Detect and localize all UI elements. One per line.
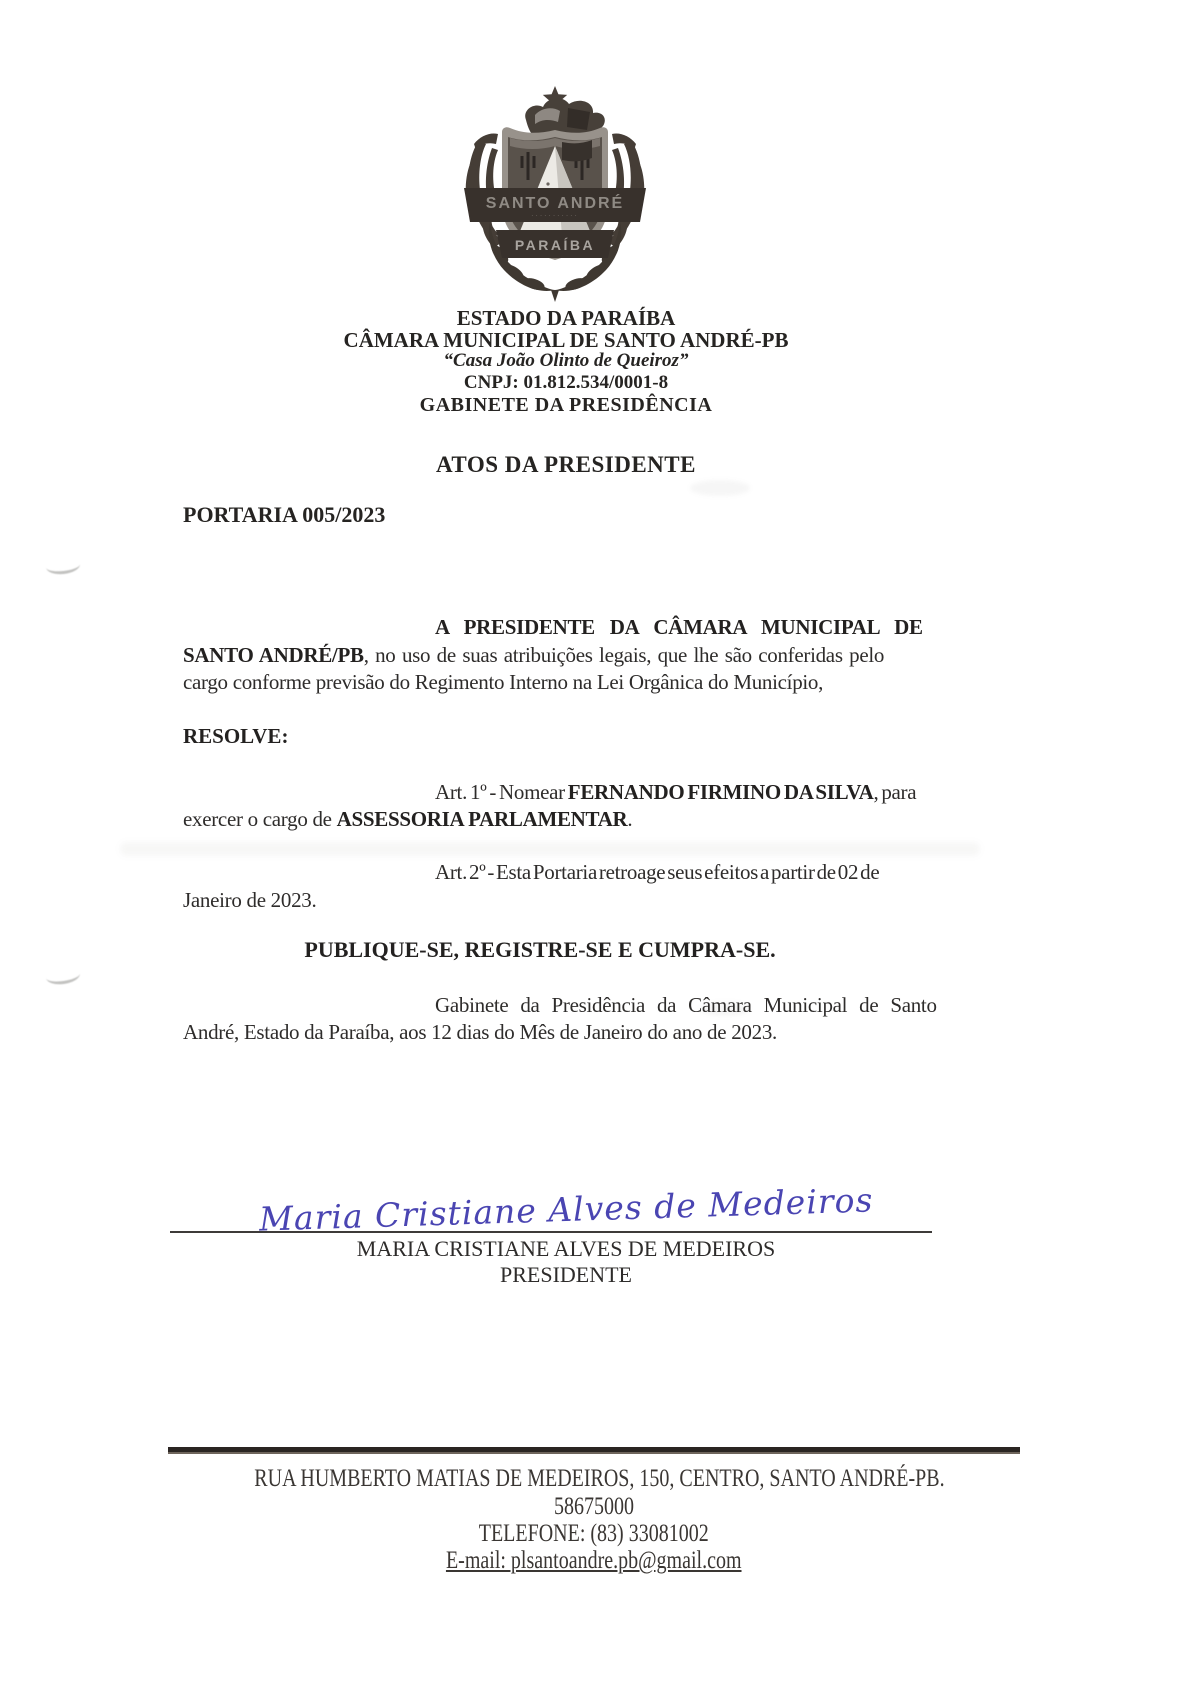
footer-cep: 58675000 — [554, 1493, 634, 1520]
article-1-line: exercer o cargo de ASSESSORIA PARLAMENTAR. — [183, 807, 633, 831]
coat-of-arms — [440, 84, 670, 304]
issuance-line: Gabinete da Presidência da Câmara Municipal de Santo — [435, 993, 937, 1017]
preamble-line: cargo conforme previsão do Regimento Interno na Lei Orgânica do Município, — [183, 670, 824, 694]
letterhead-office: GABINETE DA PRESIDÊNCIA — [419, 394, 713, 416]
article-2-line: Art. 2º - Esta Portaria retroage seus efeitos a partir de 02 de — [435, 860, 880, 884]
crest-state-banner: PARAÍBA — [514, 237, 596, 253]
letterhead-state: ESTADO DA PARAÍBA — [456, 306, 676, 330]
preamble-line: A PRESIDENTE DA CÂMARA MUNICIPAL DE — [435, 615, 923, 639]
handwritten-signature: Maria Cristiane Alves de Medeiros — [258, 1180, 874, 1239]
letterhead-house-name: “Casa João Olinto de Queiroz” — [443, 350, 689, 371]
issuance-line: André, Estado da Paraíba, aos 12 dias do Mês de Janeiro do ano de 2023. — [183, 1020, 777, 1044]
crest-city-banner: SANTO ANDRÉ — [485, 195, 625, 212]
scan-mark — [45, 556, 80, 575]
signer-role: PRESIDENTE — [500, 1262, 632, 1287]
article-1-line: Art. 1º - Nomear FERNANDO FIRMINO DA SILVA, para — [435, 780, 917, 804]
section-title: ATOS DA PRESIDENTE — [436, 452, 696, 477]
scan-smudge-band — [120, 842, 980, 856]
signer-name: MARIA CRISTIANE ALVES DE MEDEIROS — [356, 1236, 776, 1261]
footer-phone: TELEFONE: (83) 33081002 — [479, 1520, 709, 1547]
footer-rule — [168, 1447, 1020, 1454]
signature-line — [170, 1231, 932, 1233]
crest-date-marks: ··········· — [531, 212, 579, 220]
resolve-label: RESOLVE: — [183, 724, 289, 748]
document-number: PORTARIA 005/2023 — [183, 502, 386, 527]
article-2-line: Janeiro de 2023. — [183, 888, 317, 912]
footer-address: RUA HUMBERTO MATIAS DE MEDEIROS, 150, CENTRO, SANTO ANDRÉ-PB. — [254, 1465, 945, 1492]
scan-smudge — [690, 480, 750, 496]
scan-mark — [45, 966, 81, 987]
footer-email: E-mail: plsantoandre.pb@gmail.com — [446, 1547, 742, 1574]
letterhead-cnpj: CNPJ: 01.812.534/0001-8 — [463, 372, 669, 393]
preamble-line: SANTO ANDRÉ/PB, no uso de suas atribuições legais, que lhe são conferidas pelo — [183, 643, 885, 667]
closing-order: PUBLIQUE-SE, REGISTRE-SE E CUMPRA-SE. — [304, 937, 776, 962]
letterhead-chamber: CÂMARA MUNICIPAL DE SANTO ANDRÉ-PB — [343, 328, 789, 352]
